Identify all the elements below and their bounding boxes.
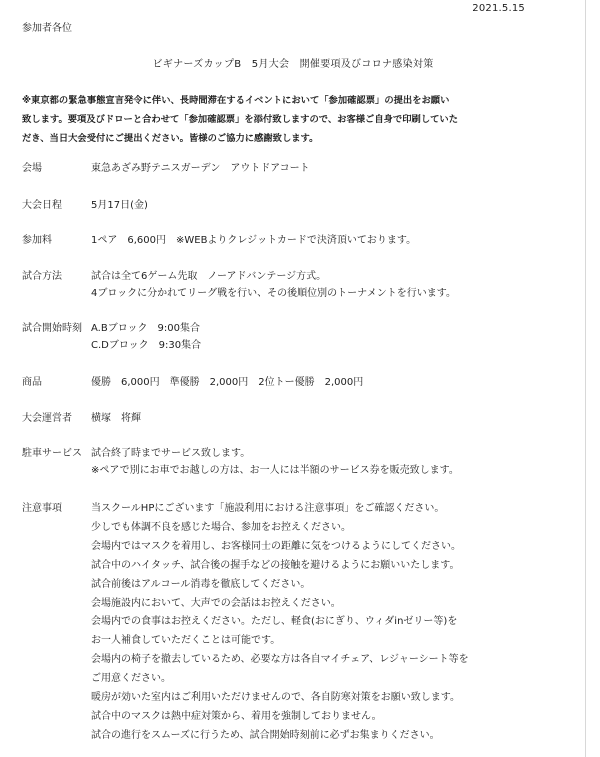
row-value	[91, 410, 141, 427]
row-value	[91, 232, 416, 249]
row-line: 試合中のマスクは熱中症対策から、着用を強制しておりません。	[91, 710, 382, 722]
row-value	[91, 197, 148, 214]
row-line: お一人補食していただくことは可能です。	[91, 635, 281, 647]
row-line: 試合終了時までサービス致します。	[91, 448, 251, 459]
row-line: 東急あざみ野テニスガーデン アウトドアコート	[91, 163, 310, 174]
row-line: 優勝 6,000円 準優勝 2,000円 2位トー優勝 2,000円	[91, 377, 364, 388]
row-line: 横塚 将輝	[91, 413, 141, 424]
row-line: 会場施設内において、大声での会話はお控えください。	[91, 597, 341, 609]
row-line: C.Dブロック 9:30集合	[91, 340, 202, 352]
addressee: 参加者各位	[22, 23, 72, 34]
row-label: 商品	[22, 377, 42, 388]
row-line: ※ペアで別にお車でお越しの方は、お一人には半額のサービス券を販売致します。	[91, 465, 459, 477]
row-label: 駐車サービス	[22, 448, 82, 459]
row-line: 会場内ではマスクを着用し、お客様同士の距離に気をつけるようにしてください。	[91, 540, 461, 552]
row-line: 5月17日(金)	[91, 200, 148, 211]
row-line: 会場内の椅子を撤去しているため、必要な方は各自マイチェア、レジャーシート等を	[91, 654, 469, 666]
row-line: 試合中のハイタッチ、試合後の握手などの接触を避けるようにお願いいたします。	[91, 559, 460, 571]
row-line: 当スクールHPにございます「施設利用における注意事項」をご確認ください。	[91, 503, 445, 514]
notice-line: ※東京都の緊急事態宣言発令に伴い、長時間滞在するイベントにおいて「参加確認票」の提出をお願い	[22, 95, 450, 106]
row-label: 大会運営者	[22, 413, 72, 424]
row-label: 試合方法	[22, 271, 62, 282]
row-line: 1ペア 6,600円 ※WEBよりクレジットカードで決済頂いております。	[91, 235, 417, 246]
row-label: 会場	[22, 163, 42, 174]
document-date: 2021.5.15	[472, 3, 525, 14]
row-value	[91, 445, 459, 480]
page-edge	[585, 0, 586, 757]
row-value	[91, 160, 310, 177]
row-line: ご用意ください。	[91, 673, 171, 685]
document-title: ビギナーズカップB 5月大会 開催要項及びコロナ感染対策	[152, 59, 434, 70]
row-line: 会場内での食事はお控えください。ただし、軽食(おにぎり、ウィダinゼリー等)を	[91, 616, 458, 628]
notice-line: 致します。要項及びドローと合わせて「参加確認票」を添付致しますので、お客様ご自身で印刷していた	[22, 114, 459, 125]
row-value	[91, 268, 456, 303]
row-label: 試合開始時刻	[22, 323, 82, 334]
row-line: 試合は全て6ゲーム先取 ノーアドバンテージ方式。	[91, 271, 327, 282]
row-line: A.Bブロック 9:00集合	[91, 323, 200, 334]
row-value	[91, 374, 363, 391]
row-line: 試合の進行をスムーズに行うため、試合開始時刻前に必ずお集まりください。	[91, 729, 440, 741]
row-value	[91, 320, 201, 355]
row-line: 暖房が効いた室内はご利用いただけませんので、各自防寒対策をお願い致します。	[91, 692, 460, 704]
row-value	[91, 500, 469, 746]
notice-line: だき、当日大会受付にご提出ください。皆様のご協力に感謝致します。	[22, 133, 319, 144]
row-line: 4ブロックに分かれてリーグ戦を行い、その後順位別のトーナメントを行います。	[91, 288, 456, 300]
notice-paragraph	[22, 91, 492, 148]
row-line: 試合前後はアルコール消毒を徹底してください。	[91, 578, 311, 590]
row-label: 参加料	[22, 235, 52, 246]
row-label: 大会日程	[22, 200, 62, 211]
row-label: 注意事項	[22, 503, 62, 514]
row-line: 少しでも体調不良を感じた場合、参加をお控えください。	[91, 521, 351, 533]
